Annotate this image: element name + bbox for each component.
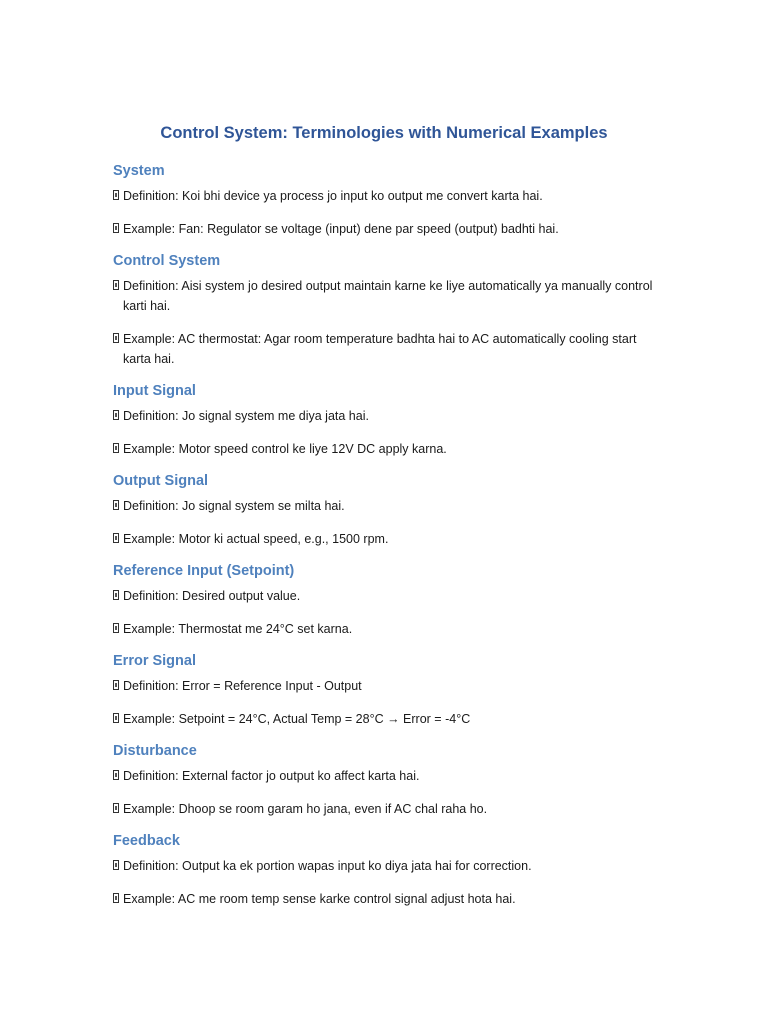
missing-glyph-box-icon [113, 443, 119, 453]
section-output-signal [113, 472, 658, 549]
missing-glyph-box-icon [113, 770, 119, 780]
example-text: Example: AC me room temp sense karke control signal adjust hota hai. [123, 892, 516, 906]
section-feedback [113, 832, 658, 909]
definition-paragraph [113, 766, 658, 786]
document-body [113, 162, 658, 909]
missing-glyph-box-icon [113, 533, 119, 543]
example-text: Example: Thermostat me 24°C set karna. [123, 622, 353, 636]
section-heading: Control System [113, 253, 221, 269]
definition-text: Definition: Aisi system jo desired output maintain karne ke liye automatically ya manually control karti hai. [123, 279, 653, 313]
example-text: Example: Motor ki actual speed, e.g., 1500 rpm. [123, 532, 389, 546]
definition-paragraph [113, 586, 658, 606]
example-paragraph [113, 219, 658, 239]
example-paragraph [113, 329, 658, 369]
definition-text: Definition: Jo signal system me diya jata hai. [123, 409, 369, 423]
example-text: Example: Fan: Regulator se voltage (input) dene par speed (output) badhti hai. [123, 222, 559, 236]
document-title: Control System: Terminologies with Numerical Examples [160, 124, 608, 142]
example-paragraph [113, 799, 658, 819]
example-paragraph [113, 889, 658, 909]
definition-paragraph [113, 186, 658, 206]
definition-text: Definition: Jo signal system se milta hai. [123, 499, 345, 513]
section-heading: System [113, 163, 165, 179]
missing-glyph-box-icon [113, 680, 119, 690]
missing-glyph-box-icon [113, 893, 119, 903]
missing-glyph-box-icon [113, 590, 119, 600]
section-heading: Error Signal [113, 653, 196, 669]
section-heading: Disturbance [113, 743, 197, 759]
example-text: Example: AC thermostat: Agar room temperature badhta hai to AC automatically cooling start karta hai. [123, 332, 637, 366]
missing-glyph-box-icon [113, 280, 119, 290]
section-error-signal [113, 652, 658, 729]
section-heading: Feedback [113, 833, 180, 849]
example-paragraph [113, 619, 658, 639]
section-disturbance [113, 742, 658, 819]
definition-text: Definition: External factor jo output ko affect karta hai. [123, 769, 420, 783]
definition-text: Definition: Output ka ek portion wapas input ko diya jata hai for correction. [123, 859, 532, 873]
example-text: Example: Setpoint = 24°C, Actual Temp = 28°C → Error = -4°C [123, 712, 471, 726]
example-paragraph [113, 439, 658, 459]
example-paragraph [113, 529, 658, 549]
definition-paragraph [113, 496, 658, 516]
missing-glyph-box-icon [113, 223, 119, 233]
example-text: Example: Dhoop se room garam ho jana, even if AC chal raha ho. [123, 802, 488, 816]
missing-glyph-box-icon [113, 500, 119, 510]
missing-glyph-box-icon [113, 713, 119, 723]
definition-paragraph [113, 276, 658, 316]
example-paragraph [113, 709, 658, 729]
definition-paragraph [113, 406, 658, 426]
section-control-system [113, 252, 658, 369]
section-system [113, 162, 658, 239]
section-reference-input [113, 562, 658, 639]
definition-text: Definition: Koi bhi device ya process jo input ko output me convert karta hai. [123, 189, 543, 203]
missing-glyph-box-icon [113, 190, 119, 200]
definition-paragraph [113, 856, 658, 876]
definition-paragraph [113, 676, 658, 696]
missing-glyph-box-icon [113, 860, 119, 870]
missing-glyph-box-icon [113, 410, 119, 420]
missing-glyph-box-icon [113, 623, 119, 633]
section-input-signal [113, 382, 658, 459]
missing-glyph-box-icon [113, 333, 119, 343]
definition-text: Definition: Error = Reference Input - Output [123, 679, 362, 693]
definition-text: Definition: Desired output value. [123, 589, 301, 603]
missing-glyph-box-icon [113, 803, 119, 813]
section-heading: Reference Input (Setpoint) [113, 563, 295, 579]
example-text: Example: Motor speed control ke liye 12V DC apply karna. [123, 442, 447, 456]
section-heading: Input Signal [113, 383, 196, 399]
section-heading: Output Signal [113, 473, 209, 489]
